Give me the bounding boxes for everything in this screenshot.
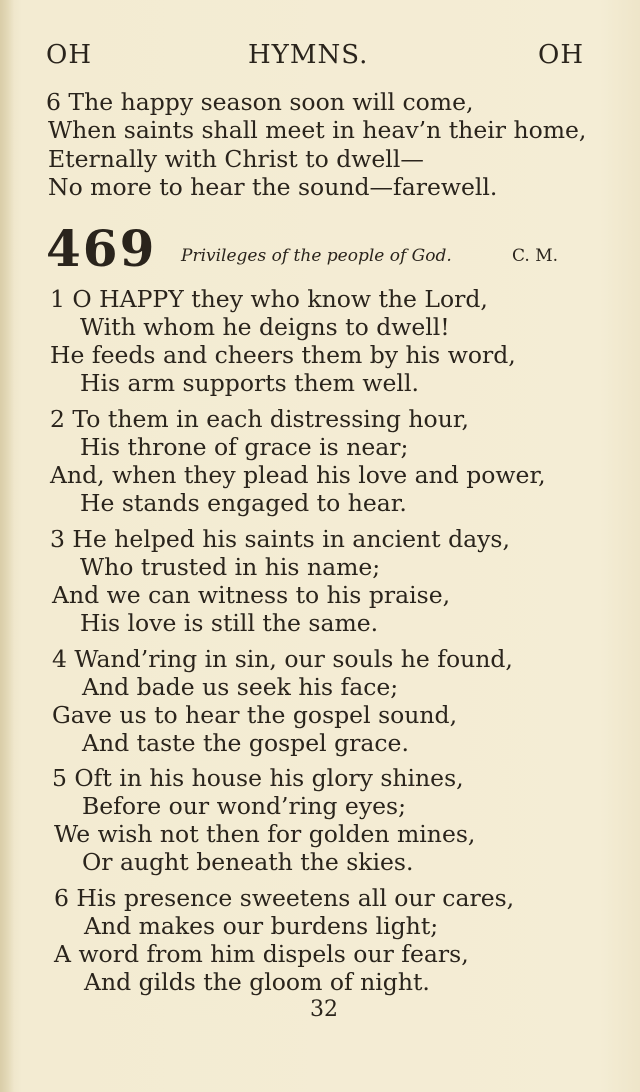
- verse-line: 5 Oft in his house his glory shines,: [52, 764, 464, 792]
- verse-line: And we can witness to his praise,: [52, 581, 451, 609]
- verse-line: When saints shall meet in heav’n their home,: [48, 116, 587, 144]
- verse-line: 4 Wand’ring in sin, our souls he found,: [52, 645, 513, 673]
- verse-line: 1 O HAPPY they who know the Lord,: [50, 285, 488, 313]
- verse-line: No more to hear the sound—farewell.: [48, 173, 498, 201]
- verse-line: With whom he deigns to dwell!: [80, 313, 450, 341]
- verse-line: 6 The happy season soon will come,: [46, 88, 474, 116]
- hymn-meter: C. M.: [512, 246, 559, 266]
- verse-line: Gave us to hear the gospel sound,: [52, 701, 458, 729]
- hymn-title: Privileges of the people of God.: [181, 246, 452, 266]
- verse-line: And, when they plead his love and power,: [50, 461, 546, 489]
- verse-line: A word from him dispels our fears,: [54, 940, 469, 968]
- verse-line: We wish not then for golden mines,: [54, 820, 476, 848]
- verse-line: 3 He helped his saints in ancient days,: [50, 525, 510, 553]
- verse-line: And gilds the gloom of night.: [84, 968, 430, 996]
- page-number: 32: [310, 997, 338, 1022]
- running-head: [0, 40, 640, 76]
- verse-line: 6 His presence sweetens all our cares,: [54, 884, 515, 912]
- verse-line: His arm supports them well.: [80, 369, 419, 397]
- verse-line: His throne of grace is near;: [80, 433, 409, 461]
- verse-line: Who trusted in his name;: [80, 553, 381, 581]
- verse-line: He feeds and cheers them by his word,: [50, 341, 516, 369]
- hymn-heading: [46, 219, 606, 278]
- verse-line: And makes our burdens light;: [84, 912, 439, 940]
- running-head-right: OH: [538, 40, 584, 70]
- running-head-title: HYMNS.: [248, 40, 369, 70]
- page-gutter-shadow: [0, 0, 14, 1092]
- verse-line: Before our wond’ring eyes;: [82, 792, 406, 820]
- verse-line: Or aught beneath the skies.: [82, 848, 414, 876]
- running-head-left: OH: [46, 40, 92, 70]
- verse-line: And bade us seek his face;: [82, 673, 399, 701]
- verse-line: He stands engaged to hear.: [80, 489, 407, 517]
- hymn-number: 469: [46, 219, 157, 278]
- verse-line: Eternally with Christ to dwell—: [48, 145, 424, 173]
- verse-line: His love is still the same.: [80, 609, 379, 637]
- verse-line: And taste the gospel grace.: [82, 729, 409, 757]
- verse-line: 2 To them in each distressing hour,: [50, 405, 469, 433]
